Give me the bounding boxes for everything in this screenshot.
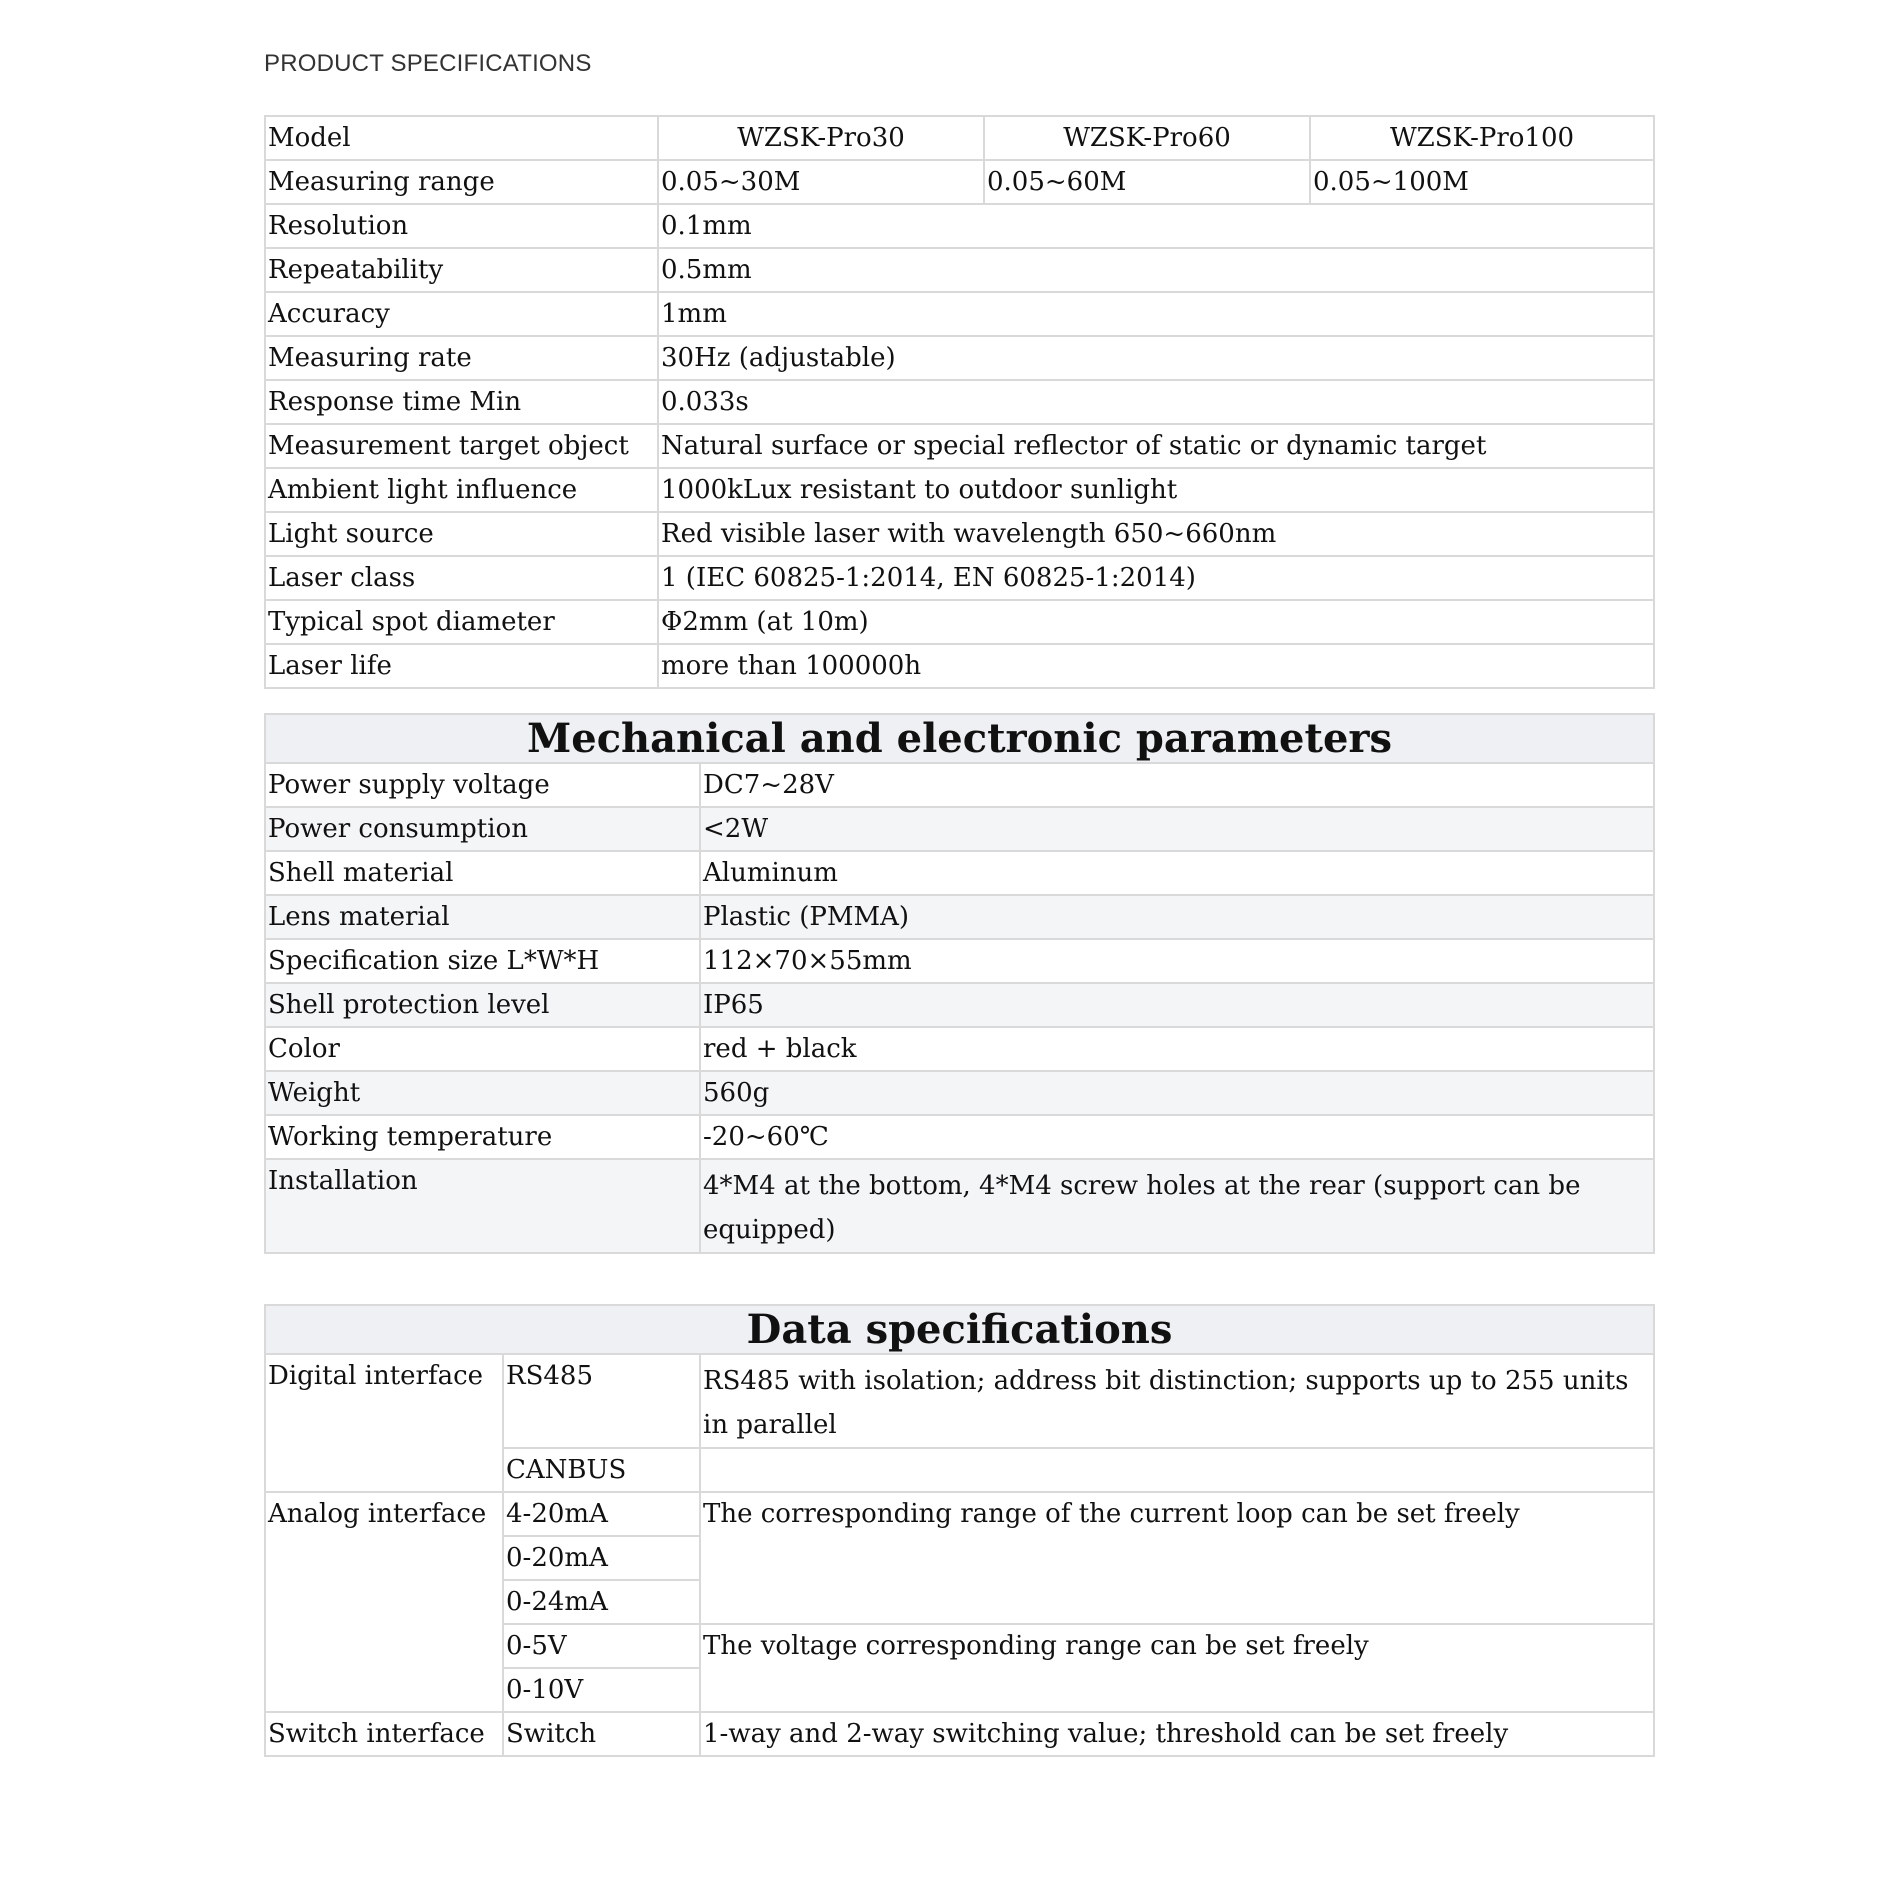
analog-interface-label: Analog interface	[265, 1492, 503, 1712]
spec-label: Accuracy	[265, 292, 658, 336]
spec-value: red + black	[700, 1027, 1654, 1071]
interface-desc	[700, 1448, 1654, 1492]
table-row	[265, 424, 1654, 468]
spec-label: Installation	[265, 1159, 700, 1253]
table-row	[265, 600, 1654, 644]
spec-value: 1000kLux resistant to outdoor sunlight	[658, 468, 1654, 512]
table-row	[265, 1071, 1654, 1115]
spec-value: Natural surface or special reflector of static or dynamic target	[658, 424, 1654, 468]
data-spec-table	[264, 1304, 1655, 1757]
spec-value: Red visible laser with wavelength 650~660nm	[658, 512, 1654, 556]
table-row	[265, 895, 1654, 939]
spec-label: Lens material	[265, 895, 700, 939]
table-row	[265, 468, 1654, 512]
spec-value: 1mm	[658, 292, 1654, 336]
table-row	[265, 983, 1654, 1027]
measuring-range-row	[265, 160, 1654, 204]
mechanical-spec-table	[264, 713, 1655, 1254]
table-row	[265, 512, 1654, 556]
spec-value: 1 (IEC 60825-1:2014, EN 60825-1:2014)	[658, 556, 1654, 600]
spec-label: Laser class	[265, 556, 658, 600]
spec-value: DC7~28V	[700, 763, 1654, 807]
section-heading-row	[265, 1305, 1654, 1354]
spec-value: 560g	[700, 1071, 1654, 1115]
model-label: Model	[265, 116, 658, 160]
table-row	[265, 248, 1654, 292]
interface-type: 0-24mA	[503, 1580, 700, 1624]
interface-desc: 1-way and 2-way switching value; threshold can be set freely	[700, 1712, 1654, 1756]
spec-value: 30Hz (adjustable)	[658, 336, 1654, 380]
table-row	[265, 380, 1654, 424]
switch-interface-label: Switch interface	[265, 1712, 503, 1756]
model-pro30: WZSK-Pro30	[658, 116, 984, 160]
table-row	[265, 644, 1654, 688]
interface-type: RS485	[503, 1354, 700, 1448]
spec-label: Ambient light influence	[265, 468, 658, 512]
spec-value: 4*M4 at the bottom, 4*M4 screw holes at the rear (support can be equipped)	[700, 1159, 1654, 1253]
table-row	[265, 292, 1654, 336]
spec-value: Plastic (PMMA)	[700, 895, 1654, 939]
spec-label: Measurement target object	[265, 424, 658, 468]
table-row	[265, 851, 1654, 895]
spec-label: Measuring range	[265, 160, 658, 204]
interface-desc: The voltage corresponding range can be set freely	[700, 1624, 1654, 1712]
spec-value: 0.1mm	[658, 204, 1654, 248]
interface-type: 0-20mA	[503, 1536, 700, 1580]
measurement-spec-table	[264, 115, 1655, 689]
table-row	[265, 336, 1654, 380]
interface-desc: RS485 with isolation; address bit distinction; supports up to 255 units in parallel	[700, 1354, 1654, 1448]
spec-label: Power consumption	[265, 807, 700, 851]
interface-type: 0-5V	[503, 1624, 700, 1668]
digital-interface-label: Digital interface	[265, 1354, 503, 1492]
spec-label: Weight	[265, 1071, 700, 1115]
spec-label: Specification size L*W*H	[265, 939, 700, 983]
spec-value: Aluminum	[700, 851, 1654, 895]
model-row	[265, 116, 1654, 160]
spec-value: IP65	[700, 983, 1654, 1027]
spec-label: Resolution	[265, 204, 658, 248]
page-title: PRODUCT SPECIFICATIONS	[264, 50, 592, 77]
table-row	[265, 939, 1654, 983]
spec-label: Typical spot diameter	[265, 600, 658, 644]
range-pro30: 0.05~30M	[658, 160, 984, 204]
spec-label: Color	[265, 1027, 700, 1071]
interface-desc: The corresponding range of the current loop can be set freely	[700, 1492, 1654, 1624]
table-row	[265, 1159, 1654, 1253]
table-row	[265, 1115, 1654, 1159]
table-row	[265, 1712, 1654, 1756]
spec-label: Laser life	[265, 644, 658, 688]
range-pro60: 0.05~60M	[984, 160, 1310, 204]
table-row	[265, 1492, 1654, 1536]
table-row	[265, 204, 1654, 248]
spec-label: Response time Min	[265, 380, 658, 424]
spec-label: Light source	[265, 512, 658, 556]
mechanical-heading: Mechanical and electronic parameters	[265, 714, 1654, 763]
table-row	[265, 763, 1654, 807]
data-spec-heading: Data specifications	[265, 1305, 1654, 1354]
spec-value: 0.033s	[658, 380, 1654, 424]
spec-label: Shell protection level	[265, 983, 700, 1027]
range-pro100: 0.05~100M	[1310, 160, 1654, 204]
interface-type: Switch	[503, 1712, 700, 1756]
spec-value: Φ2mm (at 10m)	[658, 600, 1654, 644]
spec-label: Measuring rate	[265, 336, 658, 380]
section-heading-row	[265, 714, 1654, 763]
spec-value: more than 100000h	[658, 644, 1654, 688]
spec-value: 0.5mm	[658, 248, 1654, 292]
spec-label: Power supply voltage	[265, 763, 700, 807]
spec-value: 112×70×55mm	[700, 939, 1654, 983]
spec-label: Working temperature	[265, 1115, 700, 1159]
model-pro60: WZSK-Pro60	[984, 116, 1310, 160]
spec-value: <2W	[700, 807, 1654, 851]
model-pro100: WZSK-Pro100	[1310, 116, 1654, 160]
table-row	[265, 807, 1654, 851]
spec-label: Shell material	[265, 851, 700, 895]
table-row	[265, 1027, 1654, 1071]
spec-label: Repeatability	[265, 248, 658, 292]
interface-type: 0-10V	[503, 1668, 700, 1712]
interface-type: CANBUS	[503, 1448, 700, 1492]
table-row	[265, 556, 1654, 600]
table-row	[265, 1354, 1654, 1448]
interface-type: 4-20mA	[503, 1492, 700, 1536]
spec-value: -20~60℃	[700, 1115, 1654, 1159]
